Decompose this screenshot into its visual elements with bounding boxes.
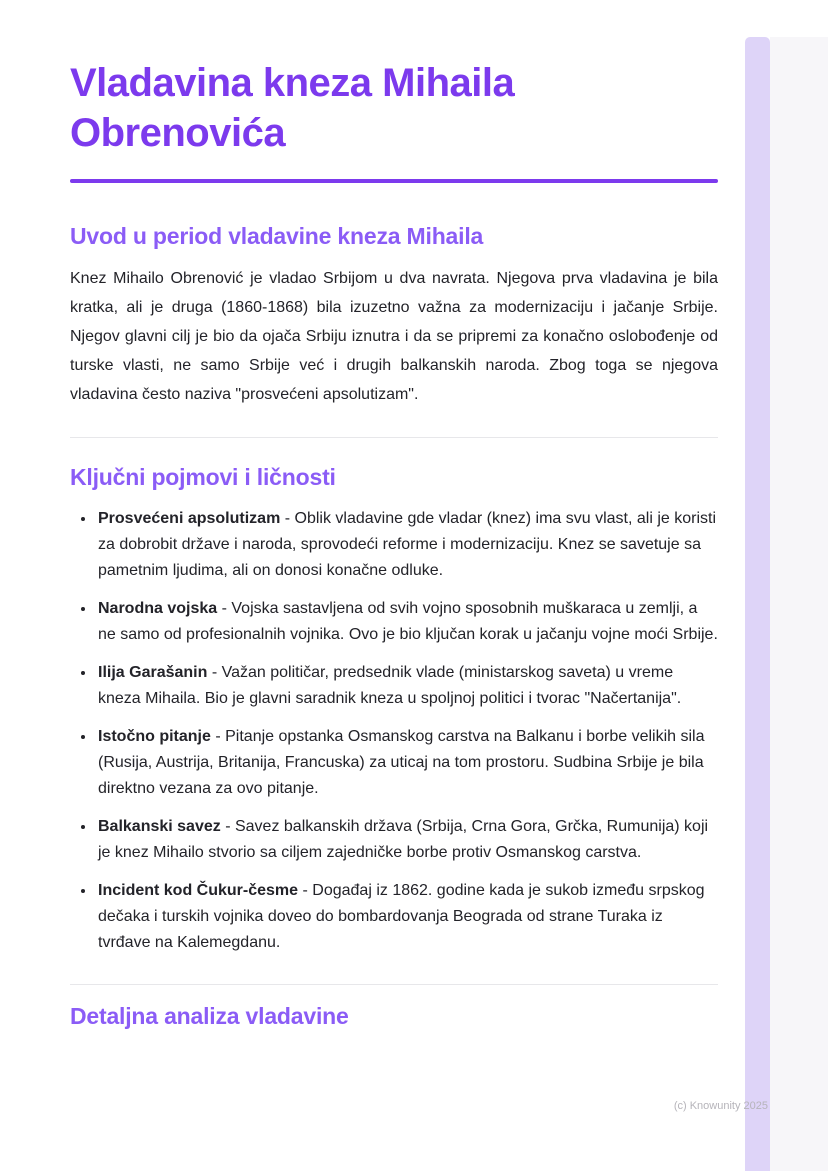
- list-item: [96, 595, 718, 648]
- section-divider: [70, 984, 718, 985]
- page-title: Vladavina kneza Mihaila Obrenovića: [70, 61, 515, 156]
- list-item: [96, 723, 718, 802]
- copyright-note: (c) Knowunity 2025: [673, 1100, 768, 1112]
- section-heading-terms: Ključni pojmovi i ličnosti: [70, 463, 336, 490]
- list-item: [96, 659, 718, 712]
- term-label: Narodna vojska: [98, 599, 218, 617]
- terms-list: [70, 505, 718, 956]
- intro-paragraph: Knez Mihailo Obrenović je vladao Srbijom u dva navrata. Njegova prva vladavina je bila kratka, ali je druga (1860-1868) bila izuzetno važna za modernizaciju i jačanje Srbije. Njegov glavni cilj je bio da ojača Srbiju iznutra i da se pripremi za konačno oslobođenje od turske vlasti, ne samo Srbije već i drugih balkanskih naroda. Zbog toga se njegova vladavina često naziva "prosvećeni apsolutizam".: [70, 269, 718, 403]
- section-heading-intro: Uvod u period vladavine kneza Mihaila: [70, 222, 484, 249]
- term-description: - Savez balkanskih država (Srbija, Crna Gora, Grčka, Rumunija) koji je knez Mihailo stvorio sa ciljem zajedničke borbe protiv Osmanskog carstva.: [98, 817, 709, 861]
- term-description: - Vojska sastavljena od svih vojno sposobnih muškaraca u zemlji, a ne samo od profesionalnih vojnika. Ovo je bio ključan korak u jačanju vojne moći Srbije.: [98, 599, 718, 643]
- section-divider: [70, 437, 718, 438]
- term-label: Ilija Garašanin: [98, 663, 208, 681]
- list-item: [96, 813, 718, 866]
- term-label: Balkanski savez: [98, 817, 221, 835]
- page-edge-strip: [745, 37, 770, 1171]
- list-item: [96, 505, 718, 584]
- next-page-gutter: [770, 37, 828, 1171]
- document-content: [70, 0, 718, 1030]
- list-item: [96, 877, 718, 956]
- term-label: Istočno pitanje: [98, 727, 211, 745]
- term-description: - Oblik vladavine gde vladar (knez) ima svu vlast, ali je koristi za dobrobit države i naroda, sprovodeći reforme i modernizaciju. Knez se savetuje sa pametnim ljudima, ali on donosi konačne odluke.: [98, 509, 717, 579]
- title-divider: [70, 179, 718, 183]
- term-description: - Pitanje opstanka Osmanskog carstva na Balkanu i borbe velikih sila (Rusija, Austrija, Britanija, Francuska) za uticaj na tom prostoru. Sudbina Srbije je bila direktno vezana za ovo pitanje.: [98, 727, 705, 797]
- section-heading-analysis: Detaljna analiza vladavine: [70, 1002, 349, 1029]
- term-description: - Važan političar, predsednik vlade (ministarskog saveta) u vreme kneza Mihaila. Bio je glavni saradnik kneza u spoljnoj politici i tvorac "Načertanija".: [98, 663, 682, 707]
- term-label: Prosvećeni apsolutizam: [98, 509, 281, 527]
- term-description: - Događaj iz 1862. godine kada je sukob između srpskog dečaka i turskih vojnika doveo do bombardovanja Beograda od strane Turaka iz tvrđave na Kalemegdanu.: [98, 881, 705, 951]
- term-label: Incident kod Čukur-česme: [98, 881, 299, 899]
